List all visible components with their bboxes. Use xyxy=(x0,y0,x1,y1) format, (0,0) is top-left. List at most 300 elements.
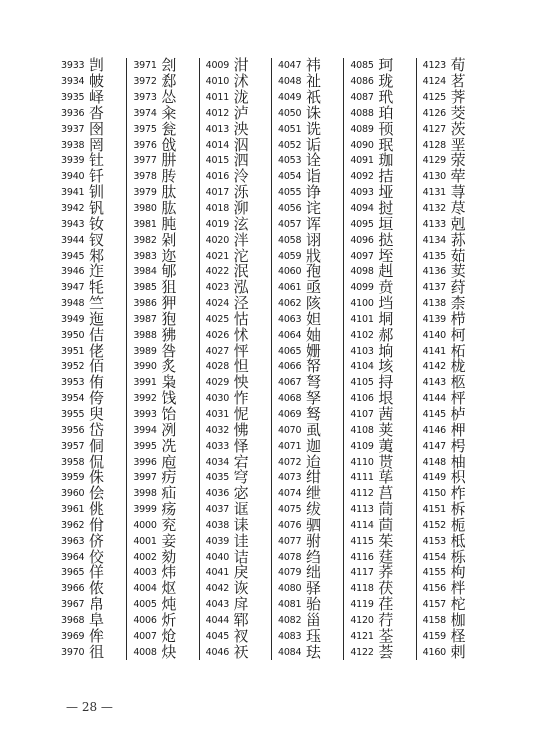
entry-number: 4044 xyxy=(205,614,230,626)
entry-character: 狍 xyxy=(161,309,177,328)
entry-character: 庖 xyxy=(161,452,177,471)
entry-number: 4040 xyxy=(205,551,230,563)
entry-character: 柢 xyxy=(450,531,466,550)
table-row xyxy=(277,309,343,328)
entry-character: 泖 xyxy=(233,199,249,218)
entry-number: 4057 xyxy=(277,218,302,230)
entry-character: 肼 xyxy=(161,151,177,170)
entry-number: 4047 xyxy=(277,60,302,72)
entry-number: 3959 xyxy=(61,472,85,484)
table-row xyxy=(278,533,343,549)
entry-number: 4049 xyxy=(277,92,302,104)
entry-number: 4028 xyxy=(205,361,230,373)
entry-number: 4123 xyxy=(422,60,447,72)
entry-character: 诓 xyxy=(233,500,249,519)
entry-number: 4038 xyxy=(205,519,230,531)
entry-number: 4131 xyxy=(422,187,447,199)
entry-character: 帛 xyxy=(89,595,105,614)
entry-number: 3943 xyxy=(61,218,85,230)
entry-character: 狒 xyxy=(161,325,177,344)
entry-number: 3933 xyxy=(61,60,85,72)
entry-number: 4116 xyxy=(350,551,374,563)
entry-character: 佻 xyxy=(89,500,105,519)
table-row xyxy=(422,103,488,122)
table-column xyxy=(343,58,415,660)
entry-number: 4154 xyxy=(422,551,447,563)
entry-character: 荦 xyxy=(450,167,466,186)
entry-character: 沱 xyxy=(233,246,249,265)
entry-number: 3999 xyxy=(133,504,157,516)
entry-character: 柩 xyxy=(450,373,466,392)
table-row xyxy=(61,232,126,248)
entry-character: 侏 xyxy=(89,468,105,487)
entry-number: 4122 xyxy=(350,646,374,658)
entry-character: 诖 xyxy=(233,531,249,550)
entry-character: 疡 xyxy=(161,500,177,519)
entry-character: 郓 xyxy=(233,610,249,629)
entry-character: 垱 xyxy=(378,294,394,313)
entry-character: 泓 xyxy=(233,278,249,297)
entry-number: 4031 xyxy=(205,408,230,420)
entry-character: 沓 xyxy=(89,103,105,122)
entry-character: 荬 xyxy=(450,262,466,281)
entry-number: 4091 xyxy=(350,155,374,167)
entry-number: 4084 xyxy=(277,646,302,658)
entry-number: 4125 xyxy=(422,92,447,104)
entry-number: 4075 xyxy=(277,504,302,516)
entry-character: 栎 xyxy=(450,547,466,566)
entry-character: 戗 xyxy=(161,135,177,154)
entry-character: 珂 xyxy=(378,56,394,75)
entry-number: 4006 xyxy=(133,614,157,626)
table-row xyxy=(423,438,488,454)
entry-number: 4107 xyxy=(350,408,374,420)
entry-number: 3975 xyxy=(133,123,157,135)
entry-number: 4100 xyxy=(350,298,374,310)
entry-character: 怍 xyxy=(233,389,249,408)
entry-number: 4025 xyxy=(205,313,230,325)
table-row xyxy=(61,438,126,454)
table-row xyxy=(350,422,415,438)
table-row xyxy=(61,121,126,137)
entry-character: 饴 xyxy=(161,404,177,423)
entry-character: 垩 xyxy=(450,135,466,154)
entry-number: 4151 xyxy=(422,504,447,516)
entry-character: 祎 xyxy=(305,56,321,75)
entry-character: 冽 xyxy=(161,420,177,439)
character-table xyxy=(58,58,488,660)
entry-number: 4128 xyxy=(422,139,447,151)
table-row xyxy=(423,628,488,644)
entry-character: 驸 xyxy=(305,531,321,550)
entry-number: 3951 xyxy=(61,345,85,357)
entry-character: 垣 xyxy=(378,214,394,233)
entry-character: 诔 xyxy=(233,515,249,534)
entry-character: 侬 xyxy=(89,579,105,598)
entry-number: 3940 xyxy=(61,171,85,183)
entry-character: 诩 xyxy=(305,230,321,249)
entry-character: 迮 xyxy=(89,262,105,281)
entry-number: 4149 xyxy=(422,472,447,484)
entry-character: 侗 xyxy=(89,436,105,455)
table-row xyxy=(133,628,198,644)
entry-number: 3949 xyxy=(61,313,85,325)
entry-character: 荮 xyxy=(450,278,466,297)
entry-number: 3954 xyxy=(61,393,85,405)
table-row xyxy=(205,309,271,328)
entry-character: 宓 xyxy=(233,484,249,503)
entry-number: 3938 xyxy=(61,139,85,151)
entry-character: 诛 xyxy=(305,103,321,122)
entry-number: 4146 xyxy=(422,424,447,436)
entry-number: 3953 xyxy=(61,377,85,389)
entry-number: 4093 xyxy=(350,187,374,199)
entry-number: 4020 xyxy=(205,234,230,246)
entry-character: 绉 xyxy=(305,547,321,566)
table-row xyxy=(350,216,415,232)
entry-number: 4022 xyxy=(205,266,230,278)
table-row xyxy=(133,438,198,454)
entry-number: 4148 xyxy=(422,456,447,468)
entry-character: 阜 xyxy=(89,610,105,629)
entry-number: 4145 xyxy=(422,408,447,420)
entry-number: 4150 xyxy=(422,488,447,500)
table-row xyxy=(278,121,343,137)
entry-number: 4061 xyxy=(277,282,302,294)
entry-character: 莛 xyxy=(378,547,394,566)
entry-number: 3964 xyxy=(61,551,85,563)
entry-number: 3972 xyxy=(133,76,157,88)
entry-character: 戽 xyxy=(233,595,249,614)
entry-number: 4085 xyxy=(350,60,374,72)
entry-character: 炝 xyxy=(161,626,177,645)
entry-character: 怙 xyxy=(233,309,249,328)
entry-number: 4159 xyxy=(422,630,447,642)
entry-number: 4069 xyxy=(277,408,302,420)
table-row xyxy=(206,438,271,454)
table-row xyxy=(133,309,198,328)
entry-number: 4139 xyxy=(422,313,447,325)
entry-number: 4134 xyxy=(422,234,447,246)
table-row xyxy=(206,422,271,438)
entry-number: 4021 xyxy=(205,250,230,262)
entry-character: 咎 xyxy=(161,341,177,360)
entry-number: 4109 xyxy=(350,440,374,452)
entry-number: 3984 xyxy=(133,266,157,278)
entry-character: 珏 xyxy=(305,626,321,645)
table-row xyxy=(206,628,271,644)
entry-number: 4156 xyxy=(422,583,447,595)
table-row xyxy=(206,232,271,248)
entry-number: 3956 xyxy=(61,424,85,436)
entry-number: 4078 xyxy=(277,551,302,563)
entry-character: 绌 xyxy=(305,563,321,582)
entry-number: 4062 xyxy=(277,298,302,310)
entry-character: 栊 xyxy=(450,357,466,376)
entry-number: 3987 xyxy=(133,313,157,325)
entry-character: 岱 xyxy=(89,420,105,439)
table-row xyxy=(422,610,488,629)
entry-number: 3946 xyxy=(61,266,85,278)
table-row xyxy=(350,232,415,248)
table-row xyxy=(423,327,488,343)
entry-number: 4136 xyxy=(422,266,447,278)
entry-character: 怿 xyxy=(233,436,249,455)
entry-character: 荨 xyxy=(450,183,466,202)
entry-number: 4114 xyxy=(350,519,374,531)
table-row xyxy=(206,327,271,343)
entry-character: 枰 xyxy=(450,389,466,408)
entry-number: 4009 xyxy=(205,60,230,72)
entry-number: 3996 xyxy=(133,456,157,468)
entry-character: 侑 xyxy=(89,373,105,392)
entry-number: 4054 xyxy=(277,171,302,183)
entry-character: 拮 xyxy=(378,167,394,186)
table-row xyxy=(350,533,415,549)
entry-character: 泫 xyxy=(233,214,249,233)
entry-number: 3963 xyxy=(61,535,85,547)
entry-number: 4106 xyxy=(350,393,374,405)
entry-character: 钗 xyxy=(89,230,105,249)
entry-character: 竺 xyxy=(89,294,105,313)
entry-character: 陔 xyxy=(305,294,321,313)
entry-character: 诣 xyxy=(305,167,321,186)
table-row xyxy=(133,216,198,232)
entry-character: 枳 xyxy=(450,468,466,487)
entry-character: 钎 xyxy=(89,167,105,186)
entry-character: 怩 xyxy=(233,404,249,423)
entry-character: 钕 xyxy=(89,214,105,233)
entry-character: 栌 xyxy=(450,404,466,423)
entry-character: 柰 xyxy=(450,294,466,313)
entry-character: 荠 xyxy=(450,88,466,107)
entry-character: 诧 xyxy=(305,199,321,218)
entry-number: 3989 xyxy=(133,345,157,357)
entry-number: 4027 xyxy=(205,345,230,357)
entry-character: 祆 xyxy=(233,642,249,661)
entry-character: 贲 xyxy=(378,278,394,297)
entry-number: 4056 xyxy=(277,203,302,215)
entry-character: 侔 xyxy=(89,626,105,645)
entry-character: 剁 xyxy=(161,230,177,249)
entry-number: 4024 xyxy=(205,298,230,310)
entry-number: 4039 xyxy=(205,535,230,547)
entry-number: 4113 xyxy=(350,504,374,516)
entry-character: 臾 xyxy=(89,404,105,423)
entry-character: 荟 xyxy=(378,642,394,661)
entry-character: 刽 xyxy=(161,56,177,75)
entry-character: 泮 xyxy=(233,230,249,249)
entry-number: 4099 xyxy=(350,282,374,294)
table-row xyxy=(133,232,198,248)
entry-character: 荃 xyxy=(378,626,394,645)
table-row xyxy=(206,216,271,232)
entry-character: 䏝 xyxy=(161,167,177,186)
entry-number: 4012 xyxy=(205,107,230,119)
entry-number: 3947 xyxy=(61,282,85,294)
entry-character: 挝 xyxy=(378,199,394,218)
entry-number: 3986 xyxy=(133,298,157,310)
entry-character: 诜 xyxy=(305,119,321,138)
table-row xyxy=(205,610,271,629)
entry-character: 佶 xyxy=(89,325,105,344)
entry-character: 垤 xyxy=(378,246,394,265)
entry-character: 珈 xyxy=(378,151,394,170)
entry-number: 4010 xyxy=(205,76,230,88)
entry-number: 3971 xyxy=(133,60,157,72)
entry-number: 4111 xyxy=(350,472,374,484)
entry-number: 3962 xyxy=(61,519,85,531)
entry-number: 4076 xyxy=(277,519,302,531)
entry-character: 肽 xyxy=(161,183,177,202)
entry-character: 炔 xyxy=(161,642,177,661)
entry-number: 4052 xyxy=(277,139,302,151)
entry-character: 珐 xyxy=(305,642,321,661)
table-column xyxy=(416,58,488,660)
entry-character: 𬉼 xyxy=(161,579,177,598)
entry-character: 妾 xyxy=(161,531,177,550)
entry-number: 4086 xyxy=(350,76,374,88)
table-row xyxy=(350,628,415,644)
entry-character: 甾 xyxy=(305,610,321,629)
table-row xyxy=(133,644,198,660)
entry-character: 肫 xyxy=(161,214,177,233)
table-row xyxy=(61,533,126,549)
entry-character: 茼 xyxy=(378,500,394,519)
entry-character: 茜 xyxy=(378,404,394,423)
entry-character: 珀 xyxy=(378,103,394,122)
entry-number: 4110 xyxy=(350,456,374,468)
entry-character: 柽 xyxy=(450,626,466,645)
table-row xyxy=(278,232,343,248)
entry-number: 4017 xyxy=(205,187,230,199)
entry-number: 4034 xyxy=(205,456,230,468)
entry-number: 4071 xyxy=(277,440,302,452)
entry-character: 荞 xyxy=(378,563,394,582)
entry-number: 4013 xyxy=(205,123,230,135)
entry-number: 4102 xyxy=(350,329,374,341)
entry-number: 4048 xyxy=(277,76,302,88)
entry-character: 囹 xyxy=(89,119,105,138)
entry-number: 4077 xyxy=(277,535,302,547)
entry-character: 驷 xyxy=(305,515,321,534)
entry-number: 3998 xyxy=(133,488,157,500)
entry-character: 怫 xyxy=(233,420,249,439)
table-row xyxy=(350,309,415,328)
entry-character: 祇 xyxy=(305,88,321,107)
entry-character: 赳 xyxy=(378,262,394,281)
entry-number: 3991 xyxy=(133,377,157,389)
table-row xyxy=(61,103,126,122)
table-row xyxy=(278,438,343,454)
entry-character: 迤 xyxy=(89,309,105,328)
entry-character: 茯 xyxy=(378,579,394,598)
entry-number: 4157 xyxy=(422,599,447,611)
entry-character: 骀 xyxy=(305,595,321,614)
entry-character: 荚 xyxy=(378,420,394,439)
entry-number: 4129 xyxy=(422,155,447,167)
table-row xyxy=(423,216,488,232)
entry-number: 3968 xyxy=(61,614,85,626)
entry-character: 沭 xyxy=(233,72,249,91)
entry-character: 柁 xyxy=(450,595,466,614)
table-row xyxy=(350,103,415,122)
entry-character: 冼 xyxy=(161,436,177,455)
entry-number: 4142 xyxy=(422,361,447,373)
entry-number: 4008 xyxy=(133,646,157,658)
entry-character: 怏 xyxy=(233,373,249,392)
entry-number: 4152 xyxy=(422,519,447,531)
entry-number: 4029 xyxy=(205,377,230,389)
entry-number: 4072 xyxy=(277,456,302,468)
entry-character: 泅 xyxy=(233,135,249,154)
table-row xyxy=(423,121,488,137)
entry-character: 钍 xyxy=(89,151,105,170)
table-row xyxy=(350,517,415,533)
entry-character: 莒 xyxy=(378,484,394,503)
entry-number: 4143 xyxy=(422,377,447,389)
entry-number: 4153 xyxy=(422,535,447,547)
entry-number: 3982 xyxy=(133,234,157,246)
entry-character: 泗 xyxy=(233,151,249,170)
table-row xyxy=(423,517,488,533)
entry-character: 妲 xyxy=(305,309,321,328)
entry-number: 3957 xyxy=(61,440,85,452)
entry-number: 4155 xyxy=(422,567,447,579)
table-column xyxy=(58,58,126,660)
entry-number: 4104 xyxy=(350,361,374,373)
table-row xyxy=(277,610,343,629)
entry-character: 垌 xyxy=(378,309,394,328)
table-row xyxy=(133,533,198,549)
table-row xyxy=(278,216,343,232)
table-row xyxy=(206,533,271,549)
entry-number: 3992 xyxy=(133,393,157,405)
entry-character: 帔 xyxy=(89,72,105,91)
entry-character: 侃 xyxy=(89,452,105,471)
entry-character: 怦 xyxy=(233,341,249,360)
table-row xyxy=(422,309,488,328)
entry-character: 顸 xyxy=(378,119,394,138)
entry-character: 侉 xyxy=(89,389,105,408)
entry-number: 3983 xyxy=(133,250,157,262)
entry-number: 4101 xyxy=(350,313,374,325)
entry-number: 3967 xyxy=(61,599,85,611)
entry-character: 柯 xyxy=(450,325,466,344)
entry-character: 帑 xyxy=(305,357,321,376)
entry-number: 4067 xyxy=(277,377,302,389)
entry-character: 钏 xyxy=(89,183,105,202)
table-row xyxy=(205,103,271,122)
entry-number: 4004 xyxy=(133,583,157,595)
entry-number: 4119 xyxy=(350,599,374,611)
table-row xyxy=(350,644,415,660)
entry-character: 罔 xyxy=(89,135,105,154)
entry-number: 4117 xyxy=(350,567,374,579)
table-row xyxy=(423,422,488,438)
entry-character: 戕 xyxy=(305,246,321,265)
entry-number: 3960 xyxy=(61,488,85,500)
entry-character: 徂 xyxy=(89,642,105,661)
table-row xyxy=(133,517,198,533)
entry-character: 侪 xyxy=(89,531,105,550)
entry-character: 诤 xyxy=(305,183,321,202)
entry-number: 3966 xyxy=(61,583,85,595)
entry-number: 4070 xyxy=(277,424,302,436)
entry-number: 4016 xyxy=(205,171,230,183)
entry-character: 剌 xyxy=(450,642,466,661)
entry-number: 3937 xyxy=(61,123,85,135)
